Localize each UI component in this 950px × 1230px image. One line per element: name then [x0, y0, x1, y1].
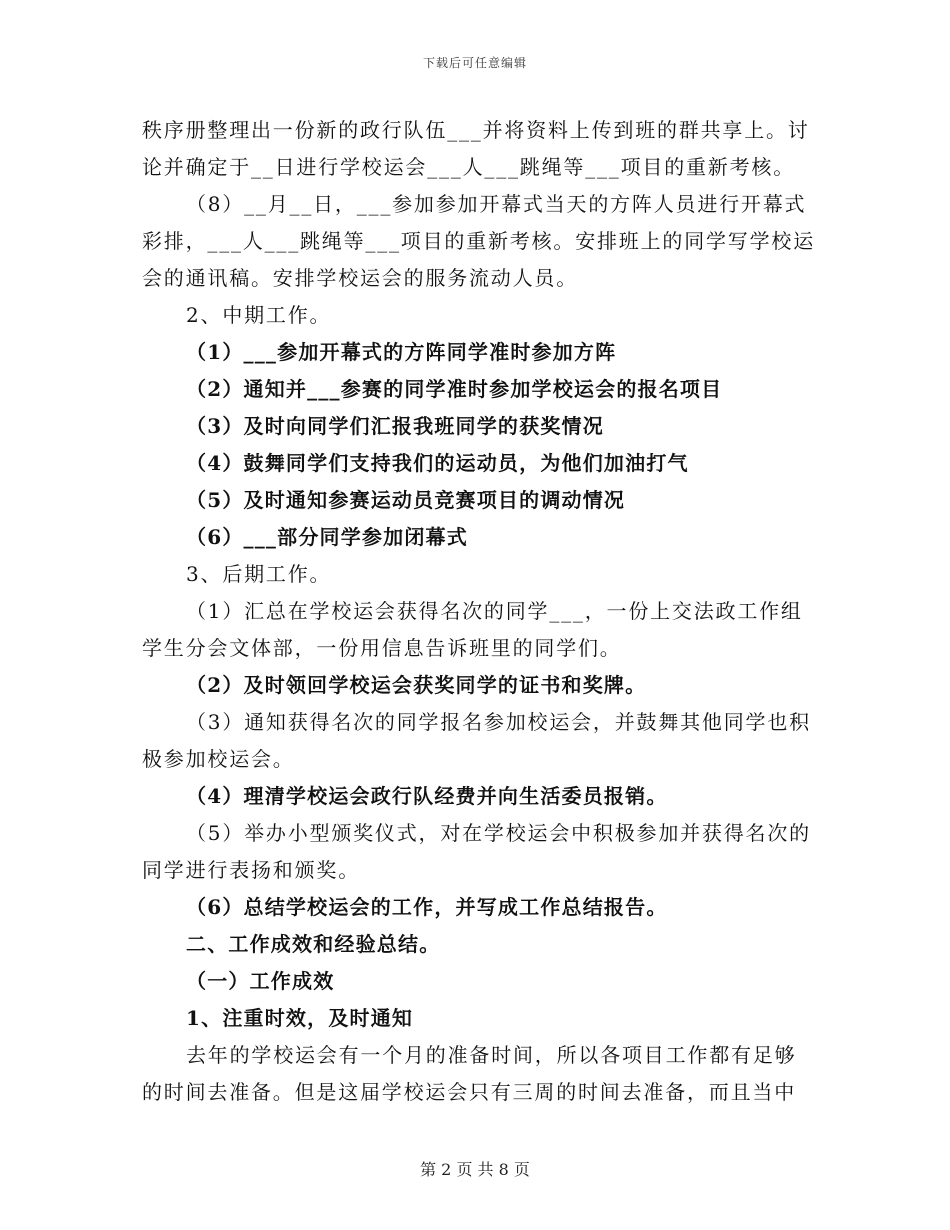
text-line: 学生分会文体部，一份用信息告诉班里的同学们。 — [142, 636, 622, 660]
text-line: （4）鼓舞同学们支持我们的运动员，为他们加油打气 — [186, 451, 689, 475]
text-line: （8）__月__日，___参加参加开幕式当天的方阵人员进行开幕式 — [186, 192, 807, 216]
text-line: （1）___参加开幕式的方阵同学准时参加方阵 — [186, 340, 617, 364]
text-line: （2）及时领回学校运会获奖同学的证书和奖牌。 — [186, 673, 647, 697]
text-line: （5）及时通知参赛运动员竞赛项目的调动情况 — [186, 488, 626, 512]
text-line: （2）通知并___参赛的同学准时参加学校运会的报名项目 — [186, 377, 723, 401]
page-footer: 第 2 页 共 8 页 — [420, 1160, 530, 1179]
text-line: 会的通讯稿。安排学校运会的服务流动人员。 — [142, 266, 578, 290]
text-line: （一）工作成效 — [186, 969, 335, 993]
text-line: 同学进行表扬和颁奖。 — [142, 858, 360, 882]
document-body — [142, 112, 815, 1111]
text-line: （6）总结学校运会的工作，并写成工作总结报告。 — [186, 895, 668, 919]
text-line: 论并确定于__日进行学校运会___人___跳绳等___项目的重新考核。 — [142, 155, 795, 179]
text-line: 3、后期工作。 — [186, 562, 332, 586]
text-line: （3）通知获得名次的同学报名参加校运会，并鼓舞其他同学也积 — [186, 710, 811, 734]
text-line: 彩排，___人___跳绳等___项目的重新考核。安排班上的同学写学校运 — [142, 229, 815, 253]
text-line: （6）___部分同学参加闭幕式 — [186, 525, 468, 549]
text-line: 二、工作成效和经验总结。 — [186, 932, 441, 956]
text-line: 1、注重时效，及时通知 — [186, 1006, 414, 1030]
page-header: 下载后可任意编辑 — [422, 56, 527, 70]
text-line: 2、中期工作。 — [186, 303, 332, 327]
text-line: （1）汇总在学校运会获得名次的同学___，一份上交法政工作组 — [186, 599, 803, 623]
text-line: （3）及时向同学们汇报我班同学的获奖情况 — [186, 414, 604, 438]
text-line: 极参加校运会。 — [142, 747, 295, 771]
text-line: （5）举办小型颁奖仪式，对在学校运会中积极参加并获得名次的 — [186, 821, 811, 845]
text-line: 秩序册整理出一份新的政行队伍___并将资料上传到班的群共享上。讨 — [142, 118, 810, 142]
text-line: 去年的学校运会有一个月的准备时间，所以各项目工作都有足够 — [186, 1043, 797, 1067]
text-line: 的时间去准备。但是这届学校运会只有三周的时间去准备，而且当中 — [142, 1080, 796, 1104]
text-line: （4）理清学校运会政行队经费并向生活委员报销。 — [186, 784, 668, 808]
